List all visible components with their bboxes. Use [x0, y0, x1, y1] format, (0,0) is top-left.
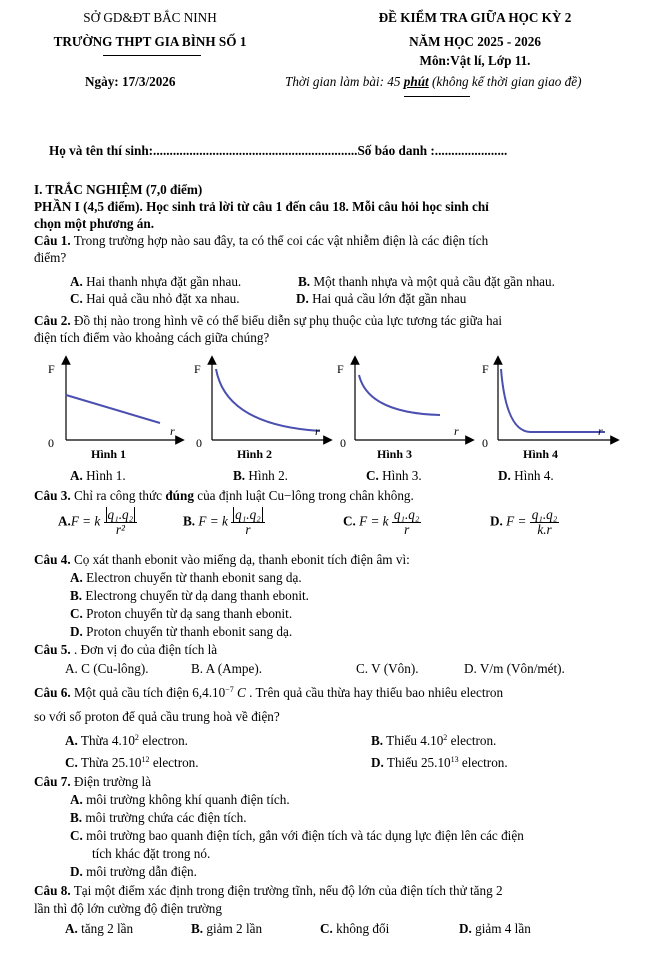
graph-2-yaxis: F — [194, 362, 201, 376]
exam-title: ĐỀ KIỂM TRA GIỮA HỌC KỲ 2 — [378, 10, 572, 25]
q4-option-a[interactable]: A. Electron chuyển từ thanh ebonit sang dạ. — [70, 570, 302, 585]
dept-name: SỞ GD&ĐT BẮC NINH — [83, 10, 217, 25]
q2-option-b[interactable]: B. Hình 2. — [233, 468, 288, 483]
q6-option-b[interactable]: B. Thiếu 4.10$^2$ electron. — [371, 733, 497, 748]
q2-stem: Câu 2. Đồ thị nào trong hình vẽ có thể biểu diễn sự phụ thuộc của lực tương tác giữa hai — [34, 313, 503, 328]
q6-option-d[interactable]: D. Thiếu 25.10$^{13}$ electron. — [371, 755, 508, 770]
q7-option-c[interactable]: C. môi trường bao quanh điện tích, gắn với điện tích và tác dụng lực điện lên các điện — [70, 828, 524, 843]
graph-3-xaxis: r — [454, 424, 459, 438]
q1-option-a[interactable]: A. Hai thanh nhựa đặt gần nhau. — [70, 274, 242, 289]
graph-4-xaxis: r — [598, 424, 603, 438]
graph-1-xaxis: r — [170, 424, 175, 438]
time-limit: Thời gian làm bài: 45 phút (không kể thời gian giao đề) — [285, 74, 582, 89]
q3-option-d[interactable]: D. F = $\frac{\text{q₁.q₂}}{k.r}$ — [490, 507, 558, 537]
q7-stem: Câu 7. Điện trường là — [34, 774, 152, 789]
q5-option-a[interactable]: A. C (Cu-lông). — [65, 661, 149, 676]
graph-1-origin: 0 — [48, 436, 54, 450]
header-divider — [103, 55, 201, 56]
q7-option-d[interactable]: D. môi trường dẫn điện. — [70, 864, 197, 879]
q8-stem: Câu 8. Tại một điểm xác định trong điện trường tĩnh, nếu độ lớn của điện tích thử tăng 2 — [34, 883, 503, 898]
q2-stem-2: điện tích điểm vào khoảng cách giữa chúng? — [34, 330, 270, 345]
graph-1-yaxis: F — [48, 362, 55, 376]
q7-option-c-cont: tích khác đặt trong nó. — [92, 846, 211, 861]
q4-option-c[interactable]: C. Proton chuyển từ dạ sang thanh ebonit. — [70, 606, 293, 621]
q3-option-b[interactable]: B. F = k $\frac{\text{q₁.q₂}}{r}$ — [183, 508, 265, 537]
q6-stem: Câu 6. Một quả cầu tích điện $6,4.10^{-7}$ C . Trên quả cầu thừa hay thiếu bao nhiêu electron — [34, 685, 504, 700]
q8-option-b[interactable]: B. giảm 2 lần — [191, 921, 263, 936]
graph-2-caption: Hình 2 — [237, 447, 273, 461]
q4-option-d[interactable]: D. Proton chuyển từ thanh ebonit sang dạ. — [70, 624, 293, 639]
graph-2-xaxis: r — [315, 424, 320, 438]
student-name-field: Họ và tên thí sinh:..............................................................Số báo danh :...................... — [49, 143, 508, 158]
q2-option-d[interactable]: D. Hình 4. — [498, 468, 554, 483]
q5-option-b[interactable]: B. A (Ampe). — [191, 661, 263, 676]
q6-option-a[interactable]: A. Thừa 4.10$^2$ electron. — [65, 733, 188, 748]
graph-4-origin: 0 — [482, 436, 488, 450]
q6-stem-2: so với số proton để quả cầu trung hoà về điện? — [34, 709, 280, 724]
q7-option-a[interactable]: A. môi trường không khí quanh điện tích. — [70, 792, 290, 807]
graph-3-yaxis: F — [337, 362, 344, 376]
q2-graphs — [30, 355, 630, 465]
q1-option-b[interactable]: B. Một thanh nhựa và một quả cầu đặt gần nhau. — [298, 274, 555, 289]
graph-4-caption: Hình 4 — [523, 447, 559, 461]
q1-option-c[interactable]: C. Hai quả cầu nhỏ đặt xa nhau. — [70, 291, 240, 306]
q1-option-d[interactable]: D. Hai quả cầu lớn đặt gần nhau — [296, 291, 467, 306]
q4-option-b[interactable]: B. Electrong chuyển từ dạ dang thanh ebonit. — [70, 588, 309, 603]
part-instruction-2: chọn một phương án. — [34, 216, 155, 231]
subject: Môn:Vật lí, Lớp 11. — [419, 53, 531, 68]
q4-stem: Câu 4. Cọ xát thanh ebonit vào miếng dạ, thanh ebonit tích điện âm vì: — [34, 552, 410, 567]
graph-4-yaxis: F — [482, 362, 489, 376]
q5-option-d[interactable]: D. V/m (Vôn/mét). — [464, 661, 565, 676]
q8-option-c[interactable]: C. không đổi — [320, 921, 390, 936]
section-title: I. TRẮC NGHIỆM (7,0 điểm) — [34, 182, 203, 197]
q8-option-a[interactable]: A. tăng 2 lần — [65, 921, 134, 936]
school-year: NĂM HỌC 2025 - 2026 — [409, 34, 541, 49]
graph-3-caption: Hình 3 — [377, 447, 413, 461]
q8-option-d[interactable]: D. giảm 4 lần — [459, 921, 531, 936]
graph-2 — [194, 360, 328, 461]
q1-stem: Câu 1. Trong trường hợp nào sau đây, ta có thể coi các vật nhiễm điện là các điện tích — [34, 233, 489, 248]
q5-stem: Câu 5. . Đơn vị đo của điện tích là — [34, 642, 218, 657]
q7-option-b[interactable]: B. môi trường chứa các điện tích. — [70, 810, 247, 825]
graph-2-origin: 0 — [196, 436, 202, 450]
q6-option-c[interactable]: C. Thừa 25.10$^{12}$ electron. — [65, 755, 199, 770]
q3-option-a[interactable]: A.F = k $\frac{\text{q₁.q₂}}{\text{r²}}$ — [58, 508, 137, 537]
graph-3 — [337, 360, 470, 461]
q2-option-a[interactable]: A. Hình 1. — [70, 468, 126, 483]
graph-1-caption: Hình 1 — [91, 447, 127, 461]
school-name: TRƯỜNG THPT GIA BÌNH SỐ 1 — [53, 34, 247, 49]
q5-option-c[interactable]: C. V (Vôn). — [356, 661, 419, 676]
q2-option-c[interactable]: C. Hình 3. — [366, 468, 422, 483]
q1-stem-2: điểm? — [34, 250, 67, 265]
graph-3-origin: 0 — [340, 436, 346, 450]
exam-date: Ngày: 17/3/2026 — [85, 74, 176, 89]
part-instruction-1: PHẦN I (4,5 điểm). Học sinh trả lời từ câu 1 đến câu 18. Mỗi câu hỏi học sinh chỉ — [34, 199, 489, 214]
graph-1 — [48, 360, 180, 461]
q3-stem: Câu 3. Chỉ ra công thức đúng của định luật Cu−lông trong chân không. — [34, 488, 414, 503]
q3-option-c[interactable]: C. F = k $\frac{\text{q₁.q₂}}{r}$ — [343, 507, 420, 537]
graph-4 — [482, 360, 615, 461]
time-underline — [404, 96, 470, 97]
q8-stem-2: lần thì độ lớn cường độ điện trường — [34, 901, 222, 916]
